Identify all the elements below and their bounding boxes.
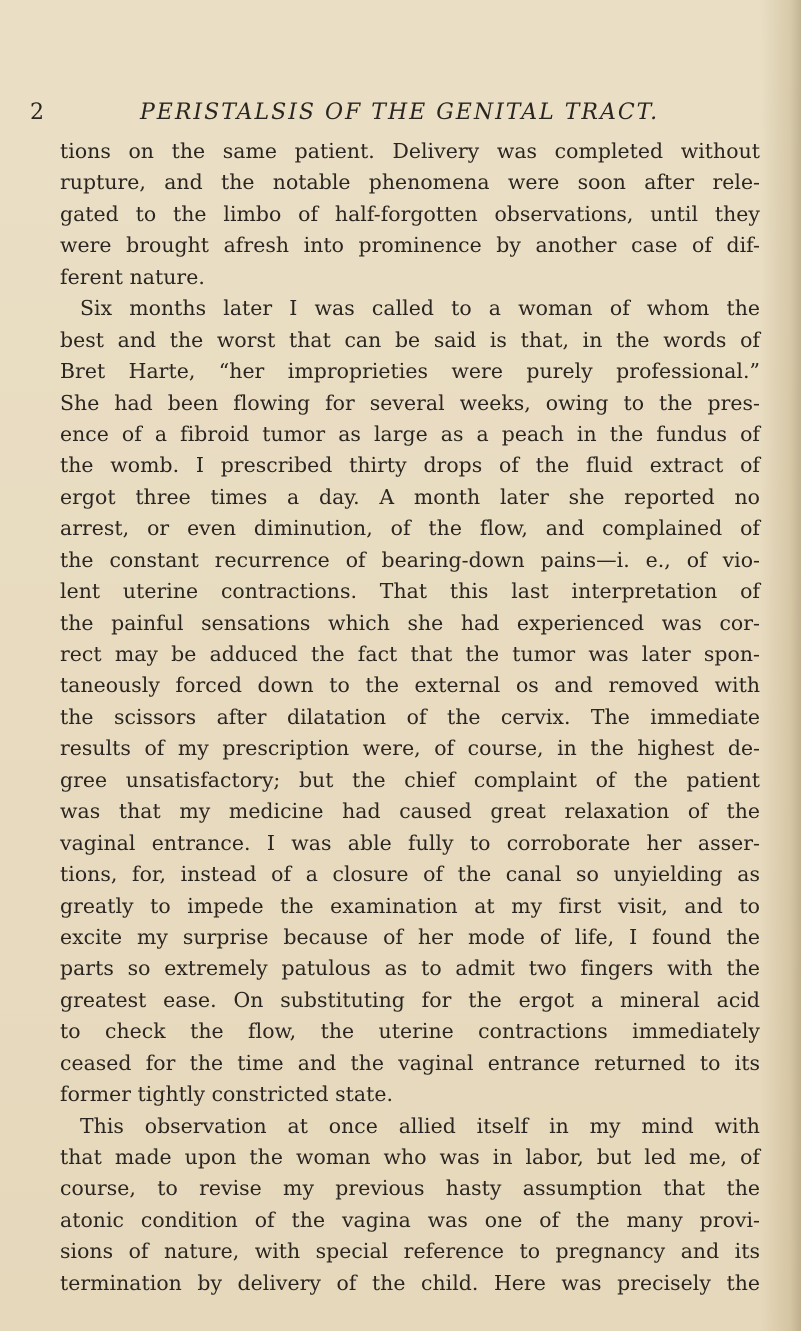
paragraph-start-line: This observation at once allied itself in my mind with — [80, 1113, 760, 1138]
page-header — [0, 0, 801, 130]
text-line: the constant recurrence of bearing-down pains—i. e., of vio- — [60, 547, 760, 572]
text-line: the womb. I prescribed thirty drops of the fluid extract of — [60, 453, 760, 478]
text-line: taneously forced down to the external os and removed with — [60, 673, 760, 698]
text-line: excite my surprise because of her mode of life, I found the — [60, 924, 760, 949]
text-line: sions of nature, with special reference to pregnancy and its — [60, 1239, 760, 1264]
text-line: best and the worst that can be said is that, in the words of — [60, 327, 760, 352]
text-line: ergot three times a day. A month later she reported no — [60, 484, 760, 509]
text-line: the scissors after dilatation of the cervix. The immediate — [60, 704, 760, 729]
text-line: former tightly constricted state. — [60, 1082, 393, 1107]
text-line: She had been flowing for several weeks, owing to the pres- — [60, 390, 760, 415]
text-line: lent uterine contractions. That this last interpretation of — [60, 579, 760, 604]
text-line: greatest ease. On substituting for the ergot a mineral acid — [60, 987, 760, 1012]
text-line: ceased for the time and the vaginal entrance returned to its — [60, 1050, 760, 1075]
text-line: were brought afresh into prominence by another case of dif- — [60, 233, 760, 258]
text-line: greatly to impede the examination at my first visit, and to — [60, 893, 760, 918]
text-line: was that my medicine had caused great relaxation of the — [60, 799, 760, 824]
text-line: atonic condition of the vagina was one of the many provi- — [60, 1207, 760, 1232]
text-line: ferent nature. — [60, 264, 205, 289]
text-line: ence of a fibroid tumor as large as a peach in the fundus of — [60, 421, 760, 446]
text-line: Bret Harte, “her improprieties were purely professional.” — [60, 359, 760, 384]
text-line: gree unsatisfactory; but the chief complaint of the patient — [60, 767, 760, 792]
running-head: PERISTALSIS OF THE GENITAL TRACT. — [140, 100, 660, 125]
text-line: to check the flow, the uterine contractions immediately — [60, 1019, 760, 1044]
text-line: that made upon the woman who was in labor, but led me, of — [60, 1145, 760, 1169]
text-line: course, to revise my previous hasty assumption that the — [60, 1176, 760, 1201]
body-text — [60, 136, 760, 1299]
text-line: the painful sensations which she had experienced was cor- — [60, 610, 760, 635]
text-line: termination by delivery of the child. Here was precisely the — [60, 1270, 760, 1295]
text-line: gated to the limbo of half-forgotten observations, until they — [60, 201, 760, 226]
page-number: 2 — [30, 100, 44, 125]
text-line: rect may be adduced the fact that the tumor was later spon- — [60, 642, 760, 666]
text-line: tions on the same patient. Delivery was completed without — [60, 139, 760, 163]
paragraph-start-line: Six months later I was called to a woman of whom the — [80, 296, 760, 321]
text-line: results of my prescription were, of course, in the highest de- — [60, 736, 760, 761]
text-line: tions, for, instead of a closure of the canal so unyielding as — [60, 862, 760, 887]
text-line: vaginal entrance. I was able fully to corroborate her asser- — [60, 830, 760, 855]
text-line: parts so extremely patulous as to admit two fingers with the — [60, 956, 760, 981]
text-line: rupture, and the notable phenomena were soon after rele- — [60, 170, 760, 195]
text-line: arrest, or even diminution, of the flow, and complained of — [60, 516, 760, 541]
